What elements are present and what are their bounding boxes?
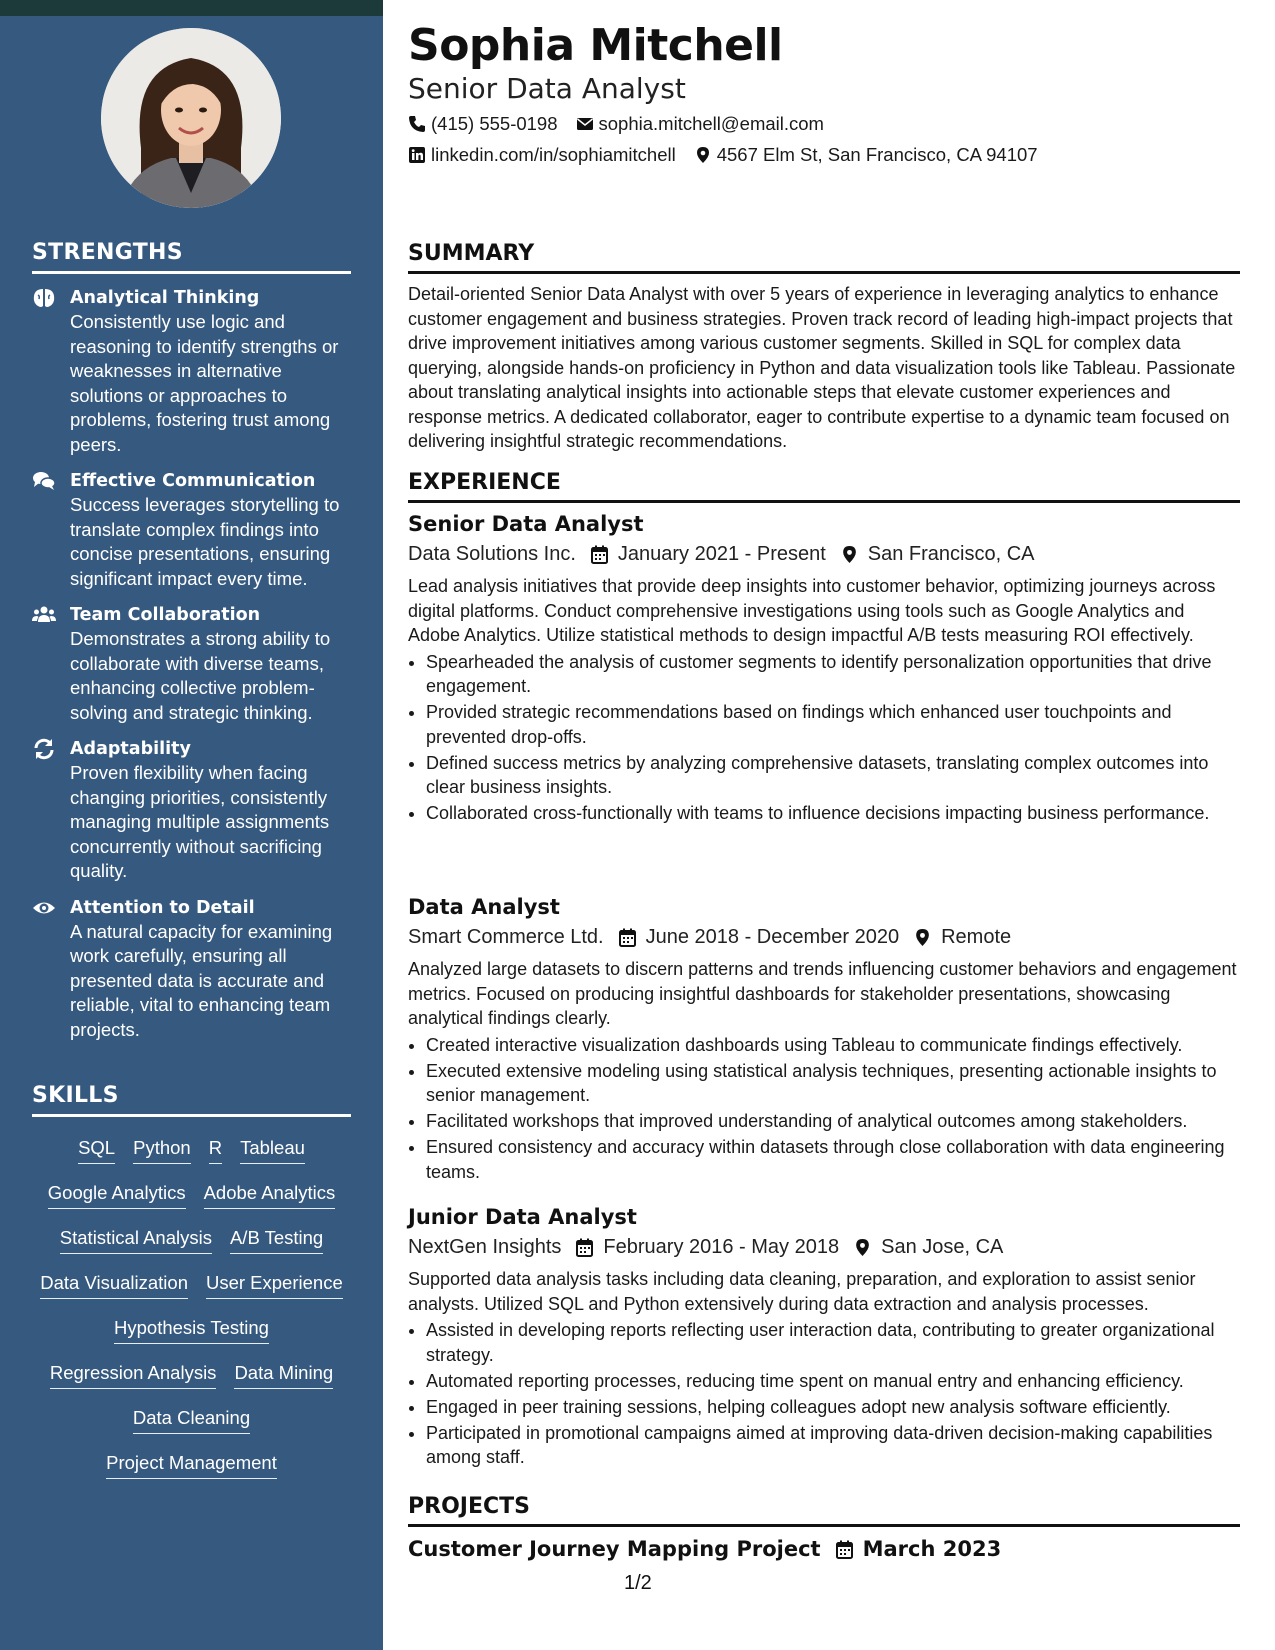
job-entry <box>408 1203 1240 1471</box>
list-item: • Automated reporting processes, reducing time spent on manual entry and enhancing efficiency. <box>426 1369 1240 1394</box>
strength-desc: Proven flexibility when facing changing priorities, consistently managing multiple assignments concurrently without sacrificing quality. <box>70 762 330 881</box>
company-name: NextGen Insights <box>408 1236 562 1258</box>
job-meta <box>408 540 1240 568</box>
job-title: Data Analyst <box>408 895 560 919</box>
brain-icon <box>32 287 56 309</box>
email-address[interactable]: sophia.mitchell@email.com <box>598 113 824 134</box>
profile-photo <box>101 28 281 208</box>
job-location: San Francisco, CA <box>867 543 1035 565</box>
project-entry <box>408 1535 1240 1563</box>
skill-tag: User Experience <box>206 1270 343 1299</box>
project-meta <box>408 1535 1240 1563</box>
list-item: • Provided strategic recommendations based on findings which enhanced user touchpoints and prevented drop-offs. <box>426 700 1240 749</box>
strength-item <box>32 737 351 884</box>
skill-tag: Statistical Analysis <box>60 1225 212 1254</box>
strengths-section <box>32 240 351 1042</box>
job-description: Analyzed large datasets to discern patterns and trends influencing customer behaviors and engagement metrics. Focused on producing insightful dashboards for stakeholder presentations, showcasing analytical findings clearly. <box>408 959 1237 1028</box>
list-item: • Facilitated workshops that improved understanding of analytical outcomes among stakeholders. <box>426 1109 1240 1134</box>
projects-heading: PROJECTS <box>408 1494 1240 1527</box>
job-description: Lead analysis initiatives that provide deep insights into customer behavior, optimizing journeys across digital platforms. Conduct comprehensive investigations using tools such as Google Analytics and Adobe Analytics. Utilize statistical methods to design impactful A/B tests measuring ROI effectively. <box>408 576 1216 645</box>
job-description: Supported data analysis tasks including data cleaning, preparation, and exploration to assist senior analysts. Utilized SQL and Python extensively during data extraction and analysis processes. <box>408 1269 1196 1314</box>
strength-title: Analytical Thinking <box>70 288 260 308</box>
page-number: 1/2 <box>624 1572 652 1594</box>
project-date: March 2023 <box>862 1537 1002 1561</box>
contact-row <box>408 144 1038 166</box>
map-marker-icon <box>840 545 859 564</box>
strength-desc: A natural capacity for examining work carefully, ensuring all presented data is accurate and reliable, vital to enhancing team projects. <box>70 920 333 1040</box>
sidebar <box>0 0 383 1650</box>
calendar-icon <box>575 1238 594 1257</box>
users-icon <box>32 604 56 626</box>
job-dates: February 2016 - May 2018 <box>603 1236 840 1258</box>
contact-row <box>408 113 824 135</box>
list-item: • Assisted in developing reports reflecting user interaction data, contributing to greater organizational strategy. <box>426 1318 1240 1367</box>
calendar-icon <box>618 928 637 947</box>
summary-heading: SUMMARY <box>408 241 1240 274</box>
job-meta <box>408 923 1240 951</box>
sync-icon <box>32 738 56 760</box>
skill-tag: Data Mining <box>234 1360 333 1389</box>
eye-icon <box>32 897 56 919</box>
job-bullets <box>408 650 1240 826</box>
comments-icon <box>32 470 56 492</box>
experience-heading: EXPERIENCE <box>408 470 1240 503</box>
job-bullets <box>408 1318 1240 1470</box>
candidate-role: Senior Data Analyst <box>408 72 686 105</box>
list-item: • Defined success metrics by analyzing comprehensive datasets, translating complex outcomes into clear business insights. <box>426 751 1240 800</box>
linkedin-icon <box>408 146 426 164</box>
skill-tag: Adobe Analytics <box>204 1180 336 1209</box>
job-entry <box>408 893 1240 1186</box>
job-bullets <box>408 1033 1240 1185</box>
skill-tag: Hypothesis Testing <box>114 1315 269 1344</box>
skill-tag: Regression Analysis <box>50 1360 217 1389</box>
strength-title: Attention to Detail <box>70 897 255 918</box>
phone-number[interactable]: (415) 555-0198 <box>431 113 558 134</box>
company-name: Data Solutions Inc. <box>408 543 576 565</box>
phone-icon <box>408 115 426 133</box>
strength-desc: Consistently use logic and reasoning to identify strengths or weaknesses in alternative solutions or approaches to problems, fostering trust among peers. <box>70 311 339 455</box>
job-entry <box>408 510 1240 827</box>
strength-title: Adaptability <box>70 739 191 759</box>
calendar-icon <box>835 1540 854 1559</box>
strengths-heading: STRENGTHS <box>32 240 351 274</box>
map-marker-icon <box>694 146 712 164</box>
strength-title: Effective Communication <box>70 471 316 491</box>
job-dates: January 2021 - Present <box>617 543 826 565</box>
project-title: Customer Journey Mapping Project <box>408 1537 821 1561</box>
calendar-icon <box>590 545 609 564</box>
skill-tag: Google Analytics <box>48 1180 186 1209</box>
list-item: • Created interactive visualization dashboards using Tableau to communicate findings effectively. <box>426 1033 1240 1058</box>
strength-desc: Success leverages storytelling to translate complex findings into concise presentations, ensuring significant impact every time. <box>70 494 340 589</box>
list-item: • Engaged in peer training sessions, helping colleagues adopt new analysis software efficiently. <box>426 1395 1240 1420</box>
summary-text: Detail-oriented Senior Data Analyst with over 5 years of experience in leveraging analytics to enhance customer engagement and business strategies. Proven track record of leading high-impact projects that drive improvement initiatives among various customer segments. Skilled in SQL for complex data querying, alongside hands-on proficiency in Python and data visualization tools like Tableau. Passionate about translating analytical insights into actionable steps that elevate customer experiences and response metrics. A dedicated collaborator, eager to contribute expertise to a dynamic team focused on delivering insightful strategic recommendations. <box>408 284 1236 451</box>
job-meta <box>408 1233 1240 1261</box>
skills-list <box>32 1135 351 1479</box>
skills-section <box>32 1083 351 1479</box>
list-item: • Spearheaded the analysis of customer segments to identify personalization opportunities that drive engagement. <box>426 650 1240 699</box>
strength-title: Team Collaboration <box>70 605 261 625</box>
strength-item <box>32 286 351 457</box>
sidebar-top-bar <box>0 0 383 16</box>
strength-desc: Demonstrates a strong ability to collaborate with diverse teams, enhancing collective problem-solving and strategic thinking. <box>70 628 331 723</box>
skill-tag: A/B Testing <box>230 1225 323 1254</box>
strength-item <box>32 603 351 725</box>
job-location: Remote <box>941 926 1012 948</box>
candidate-name: Sophia Mitchell <box>408 20 783 71</box>
skill-tag: R <box>209 1135 222 1164</box>
skill-tag: Data Cleaning <box>133 1405 250 1434</box>
skill-tag: Tableau <box>240 1135 305 1164</box>
job-location: San Jose, CA <box>881 1236 1004 1258</box>
company-name: Smart Commerce Ltd. <box>408 926 604 948</box>
skill-tag: Data Visualization <box>40 1270 188 1299</box>
strength-item <box>32 896 351 1043</box>
list-item: • Executed extensive modeling using statistical analysis techniques, presenting actionable insights to senior management. <box>426 1059 1240 1108</box>
list-item: • Participated in promotional campaigns aimed at improving data-driven decision-making capabilities among staff. <box>426 1421 1240 1470</box>
map-marker-icon <box>913 928 932 947</box>
list-item: • Ensured consistency and accuracy within datasets through close collaboration with data engineering teams. <box>426 1135 1240 1184</box>
job-dates: June 2018 - December 2020 <box>645 926 900 948</box>
skill-tag: SQL <box>78 1135 115 1164</box>
map-marker-icon <box>853 1238 872 1257</box>
skills-heading: SKILLS <box>32 1083 351 1117</box>
skill-tag: Project Management <box>106 1450 277 1479</box>
job-title: Junior Data Analyst <box>408 1205 637 1229</box>
skill-tag: Python <box>133 1135 191 1164</box>
envelope-icon <box>576 115 594 133</box>
job-title: Senior Data Analyst <box>408 512 644 536</box>
list-item: • Collaborated cross-functionally with teams to influence decisions impacting business performance. <box>426 801 1240 826</box>
linkedin-link[interactable]: linkedin.com/in/sophiamitchell <box>431 144 676 165</box>
address: 4567 Elm St, San Francisco, CA 94107 <box>716 144 1038 165</box>
strength-item <box>32 469 351 591</box>
